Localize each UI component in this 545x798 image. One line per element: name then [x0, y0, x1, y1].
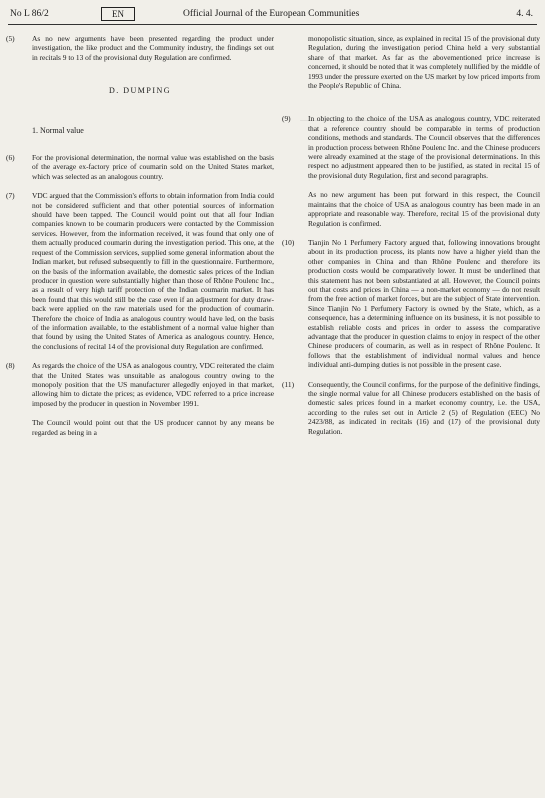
recital-text: For the provisional determination, the normal value was established on the basis of the average ex-factory price of coumarin sold on the United States market, which was selected as an analogous country.	[32, 153, 274, 181]
recital-number: (10)	[282, 237, 295, 247]
recital-10	[282, 238, 540, 370]
recital-number: (6)	[6, 153, 15, 163]
section-title: D. DUMPING	[108, 86, 172, 96]
recital-number: (8)	[6, 361, 15, 371]
page-header	[8, 6, 537, 24]
recital-text: Tianjin No 1 Perfumery Factory argued that, following innovations brought about in its production process, its plants now have a higher yield than the other companies in China and than Rhône Poulenc and therefore its production costs would be comparatively lower. It must be underlined that this statement has not been substantiated at all. However, the Council points out that costs and prices in China — a non-market economy — do not result from the free action of market forces, but are the subject of State intervention. Since Tianjin No 1 Perfumery Factory is owned by the State, which, as a consequence, has a determining influence on its business, it is not possible to establish reliable costs and prices in order to assess the comparative advantage that the producer in question claims to enjoy in respect of the other Chinese producers of coumarin, as well as in respect of Rhône Poulenc. It follows that the establishment of individual normal values and hence individual anti-dumping duties is not possible in the present case.	[308, 237, 540, 370]
journal-title: Official Journal of the European Communities	[183, 9, 360, 19]
subheading: 1. Normal value	[32, 125, 84, 135]
recital-text: As no new arguments have been presented regarding the product under investigation, the like product and the Community industry, the findings set out in recitals 9 to 13 of the provisional duty Regulation are confirmed.	[32, 34, 274, 62]
recital-number: (11)	[282, 379, 295, 389]
recital-6	[6, 153, 274, 181]
page-number: 4. 4.	[516, 9, 533, 19]
right-column	[282, 34, 540, 446]
recital-8-end: monopolistic situation, since, as explained in recital 15 of the provisional duty Regulation, during the investigation period China held a very substantial share of that market. As far as the abovementioned price increase is concerned, it should be noted that it was completely nullified by the middle of 1993 under the pressure exerted on the US market by low priced imports from the People's Republic of China.	[308, 34, 540, 91]
recital-text: As regards the choice of the USA as analogous country, VDC reiterated the claim that the United States was unsuitable as analogous country owing to the monopoly position that the US manufacturer allegedly enjoyed in that market, allowing him to dictate the prices; as evidence, VDC referred to a price increase imposed by the producer in question in November 1991.	[32, 361, 274, 408]
recital-9	[282, 114, 540, 180]
recital-text: VDC argued that the Commission's efforts to obtain information from India could not be considered sufficient and that other potential sources of information should have been tapped. The Council would point out that all four Indian companies known to be coumarin producers were contacted by the Commission services. However, from the information received, it was found that only one of them actually produced coumarin during the investigation period. This one, at the request of the Commission services, supplied some general information about the Indian market, but refused subsequently to fill in the questionnaire. Furthermore, on the basis of the information available, the domestic sales prices of the Indian producer in question were substantially higher than those of Rhône Poulenc Inc., as a result of very high tariff protection of the Indian coumarin market. It has been found that this would still be the case even if an adjustment for duty draw-back were applied on the raw materials used for the production of coumarin. Therefore the choice of India as analogous country would have led, on the basis of the information available, to the establishment of a normal value higher than that found by using the United States of America as analogous country. Hence, the conclusions of recital 14 of the provisional duty Regulation are confirmed.	[32, 191, 274, 351]
recital-number: (7)	[6, 191, 15, 201]
header-rule	[8, 24, 537, 25]
recital-number: (5)	[6, 34, 15, 43]
recital-text: Consequently, the Council confirms, for the purpose of the definitive findings, the single normal value for all Chinese producers established on the basis of domestic sales prices found in a market economy country, i.e. the USA, according to the rules set out in Article 2 (5) of Regulation (EEC) No 2423/88, as indicated in recitals (16) and (17) of the provisional duty Regulation.	[308, 379, 540, 436]
issue-number: No L 86/2	[10, 9, 49, 19]
left-column	[6, 34, 274, 447]
recital-7	[6, 191, 274, 351]
language-badge: EN	[101, 7, 135, 21]
recital-5	[6, 34, 274, 62]
recital-9-continuation: As no new argument has been put forward in this respect, the Council maintains that the choice of USA as analogous country has been made in an appropriate and reasonable way. Therefore, recital 15 of the provisional duty Regulation is confirmed.	[308, 190, 540, 228]
recital-11	[282, 380, 540, 436]
recital-8-continuation: The Council would point out that the US producer cannot by any means be regarded as being in a	[32, 418, 274, 437]
recital-8	[6, 361, 274, 408]
recital-text: In objecting to the choice of the USA as analogous country, VDC reiterated that a reference country should be comparable in terms of production conditions, methods and standards. The Council observes that the differences in production process between Rhône Poulenc Inc. and the Chinese producers were already examined at the stage of the provisional determinations. In this respect no adjustment appeared then to be justified, as stated in recital 15 of the provisional duty Regulation, first and second paragraphs.	[308, 114, 540, 180]
recital-number: (9)	[282, 114, 291, 124]
